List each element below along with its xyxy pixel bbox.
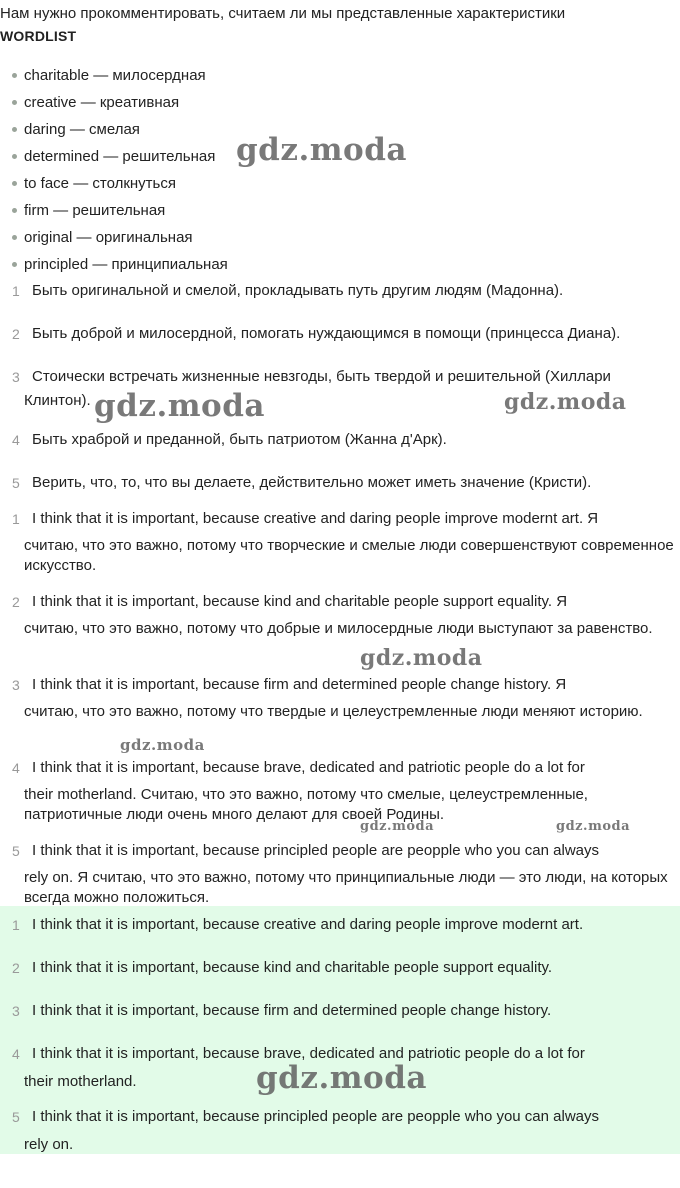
- english-answer-item: [0, 1105, 676, 1157]
- item-text: I think that it is important, because creative and daring people improve modernt art. Я: [32, 510, 599, 527]
- item-translation: their motherland. Считаю, что это важно, потому что смелые, целеустремленные, патриотичные люди очень много делают для своей Родины.: [24, 786, 588, 823]
- item-translation: считаю, что это важно, потому что творческие и смелые люди совершенствуют современное искусство.: [24, 537, 674, 574]
- item-number: 2: [12, 960, 20, 976]
- bullet-icon: [12, 181, 17, 186]
- item-text: Быть доброй и милосердной, помогать нуждающимся в помощи (принцесса Диана).: [32, 325, 621, 342]
- watermark: gdz.moda: [360, 819, 435, 834]
- item-number: 5: [12, 1109, 20, 1125]
- item-number: 1: [12, 511, 20, 527]
- bullet-icon: [12, 127, 17, 132]
- item-translation: считаю, что это важно, потому что твердые и целеустремленные люди меняют историю.: [24, 703, 643, 720]
- watermark: gdz.moda: [256, 1060, 427, 1096]
- item-number: 3: [12, 1003, 20, 1019]
- word-text: to face — столкнуться: [24, 174, 176, 192]
- word-text: original — оригинальная: [24, 228, 193, 246]
- item-translation: считаю, что это важно, потому что добрые и милосердные люди выступают за равенство.: [24, 620, 653, 637]
- item-number: 3: [12, 677, 20, 693]
- item-text: I think that it is important, because principled people are peopple who you can always: [32, 842, 600, 859]
- item-number: 4: [12, 1046, 20, 1062]
- watermark: gdz.moda: [94, 388, 265, 424]
- item-number: 2: [12, 594, 20, 610]
- item-number: 1: [12, 283, 20, 299]
- answer-item: [0, 590, 676, 639]
- answer-item: [0, 673, 676, 722]
- item-text-continued: their motherland.: [24, 1073, 137, 1090]
- watermark: gdz.moda: [236, 132, 407, 168]
- list-item: [12, 251, 652, 278]
- item-text: Быть храброй и преданной, быть патриотом (Жанна д'Арк).: [32, 431, 447, 448]
- item-text: Быть оригинальной и смелой, прокладывать путь другим людям (Мадонна).: [32, 282, 564, 299]
- item-text: I think that it is important, because firm and determined people change history.: [32, 1002, 552, 1019]
- item-text: I think that it is important, because kind and charitable people support equality. Я: [32, 593, 568, 610]
- list-item: [12, 170, 652, 197]
- bullet-icon: [12, 208, 17, 213]
- bullet-icon: [12, 235, 17, 240]
- list-item: [12, 89, 652, 116]
- word-text: charitable — милосердная: [24, 66, 206, 84]
- item-number: 5: [12, 475, 20, 491]
- item-text: I think that it is important, because firm and determined people change history. Я: [32, 676, 567, 693]
- word-text: determined — решительная: [24, 147, 216, 165]
- word-text: creative — креативная: [24, 93, 180, 111]
- item-text-continued: Клинтон).: [24, 392, 91, 409]
- item-text: I think that it is important, because brave, dedicated and patriotic people do a lot for: [32, 1045, 585, 1062]
- watermark: gdz.moda: [504, 389, 627, 415]
- english-answer-item: [0, 999, 676, 1023]
- item-number: 3: [12, 369, 20, 385]
- word-text: daring — смелая: [24, 120, 140, 138]
- item-number: 4: [12, 432, 20, 448]
- item-text: I think that it is important, because creative and daring people improve modernt art.: [32, 916, 584, 933]
- item-text: I think that it is important, because kind and charitable people support equality.: [32, 959, 553, 976]
- answer-item: [0, 507, 676, 576]
- word-text: principled — принципиальная: [24, 255, 228, 273]
- answer-item: [0, 756, 676, 825]
- item-text: I think that it is important, because brave, dedicated and patriotic people do a lot for: [32, 759, 585, 776]
- wordlist-heading: WORDLIST: [0, 28, 77, 44]
- english-answer-item: [0, 913, 676, 937]
- bullet-icon: [12, 154, 17, 159]
- bullet-icon: [12, 73, 17, 78]
- item-number: 1: [12, 917, 20, 933]
- item-number: 5: [12, 843, 20, 859]
- watermark: gdz.moda: [360, 645, 483, 671]
- intro-text: Нам нужно прокомментировать, считаем ли мы представленные характеристики: [0, 5, 566, 22]
- bullet-icon: [12, 262, 17, 267]
- list-item: [12, 224, 652, 251]
- list-item: [12, 62, 652, 89]
- wordlist: [12, 62, 652, 278]
- answer-item: [0, 839, 676, 908]
- english-answer-item: [0, 956, 676, 980]
- item-text: I think that it is important, because principled people are peopple who you can always: [32, 1108, 600, 1125]
- quote-item: [0, 279, 676, 303]
- item-text-continued: rely on.: [24, 1136, 74, 1153]
- item-number: 4: [12, 760, 20, 776]
- list-item: [12, 197, 652, 224]
- quote-item: [0, 471, 676, 495]
- bullet-icon: [12, 100, 17, 105]
- watermark: gdz.moda: [120, 736, 205, 754]
- item-number: 2: [12, 326, 20, 342]
- item-translation: rely on. Я считаю, что это важно, потому что принципиальные люди — это люди, на которых всегда можно положиться.: [24, 869, 668, 906]
- item-text: Стоически встречать жизненные невзгоды, быть твердой и решительной (Хиллари: [32, 368, 611, 385]
- quote-item: [0, 428, 676, 452]
- item-text: Верить, что, то, что вы делаете, действительно может иметь значение (Кристи).: [32, 474, 592, 491]
- quote-item: [0, 322, 676, 346]
- word-text: firm — решительная: [24, 201, 166, 219]
- watermark: gdz.moda: [556, 819, 631, 834]
